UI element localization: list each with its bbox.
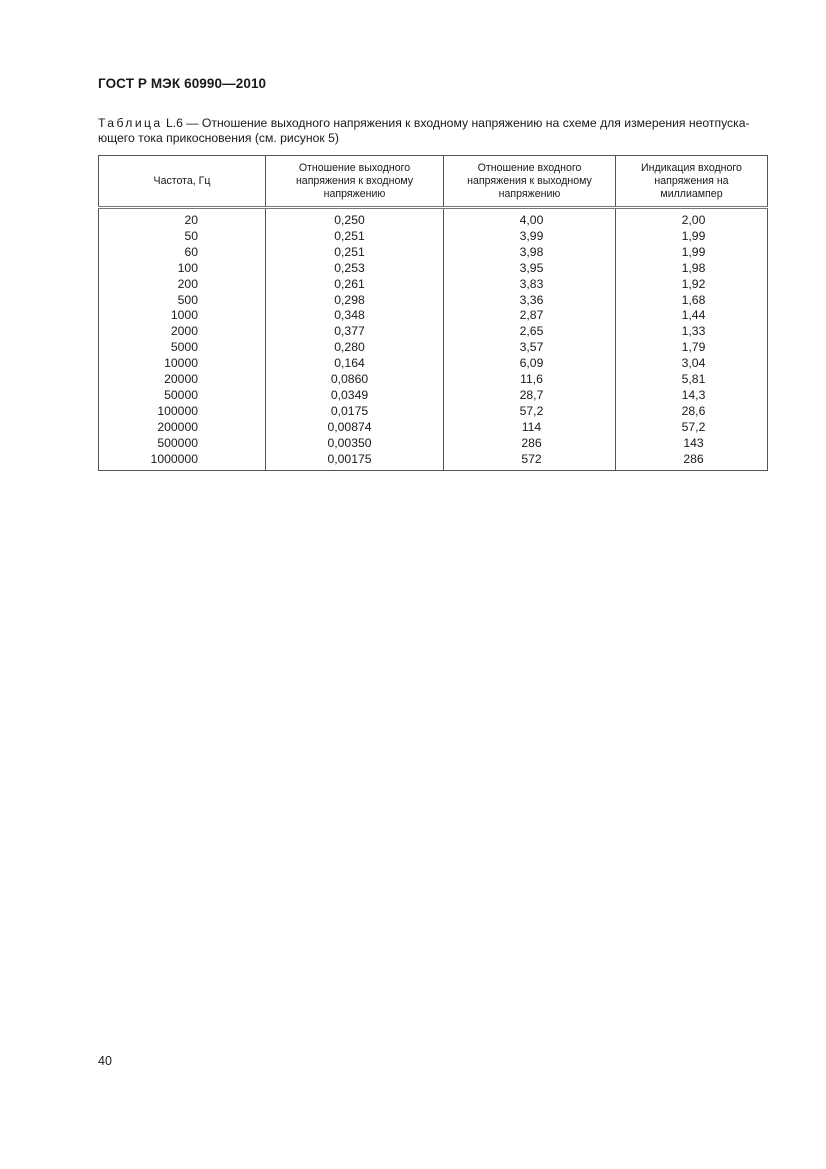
cell-frequency: 5000 bbox=[99, 340, 266, 356]
column-header-input-output-ratio: Отношение входного напряжения к выходному напряжению bbox=[444, 156, 616, 208]
cell-output-input-ratio: 0,280 bbox=[266, 340, 444, 356]
cell-input-indication: 14,3 bbox=[616, 388, 768, 404]
table-row bbox=[99, 404, 768, 420]
cell-input-output-ratio: 3,57 bbox=[444, 340, 616, 356]
cell-input-indication: 1,98 bbox=[616, 261, 768, 277]
cell-input-output-ratio: 11,6 bbox=[444, 372, 616, 388]
cell-frequency: 2000 bbox=[99, 324, 266, 340]
cell-frequency: 500000 bbox=[99, 436, 266, 452]
table-row bbox=[99, 229, 768, 245]
cell-input-indication: 1,99 bbox=[616, 245, 768, 261]
ratio-table bbox=[98, 155, 768, 471]
cell-input-output-ratio: 2,87 bbox=[444, 308, 616, 324]
cell-input-indication: 1,44 bbox=[616, 308, 768, 324]
cell-input-indication: 28,6 bbox=[616, 404, 768, 420]
cell-input-output-ratio: 114 bbox=[444, 420, 616, 436]
cell-input-indication: 286 bbox=[616, 452, 768, 470]
cell-output-input-ratio: 0,298 bbox=[266, 293, 444, 309]
column-header-frequency: Частота, Гц bbox=[99, 156, 266, 208]
cell-frequency: 100000 bbox=[99, 404, 266, 420]
document-header: ГОСТ Р МЭК 60990—2010 bbox=[98, 76, 267, 91]
cell-input-output-ratio: 572 bbox=[444, 452, 616, 470]
cell-frequency: 200000 bbox=[99, 420, 266, 436]
cell-frequency: 10000 bbox=[99, 356, 266, 372]
cell-input-indication: 1,99 bbox=[616, 229, 768, 245]
cell-input-output-ratio: 3,99 bbox=[444, 229, 616, 245]
cell-frequency: 20000 bbox=[99, 372, 266, 388]
table-row bbox=[99, 452, 768, 470]
cell-input-output-ratio: 3,98 bbox=[444, 245, 616, 261]
cell-frequency: 20 bbox=[99, 208, 266, 229]
cell-output-input-ratio: 0,0349 bbox=[266, 388, 444, 404]
table-row bbox=[99, 293, 768, 309]
table-row bbox=[99, 261, 768, 277]
cell-output-input-ratio: 0,251 bbox=[266, 245, 444, 261]
cell-frequency: 50000 bbox=[99, 388, 266, 404]
table-row bbox=[99, 340, 768, 356]
table-row bbox=[99, 245, 768, 261]
cell-output-input-ratio: 0,00350 bbox=[266, 436, 444, 452]
cell-frequency: 100 bbox=[99, 261, 266, 277]
cell-input-indication: 1,68 bbox=[616, 293, 768, 309]
cell-input-output-ratio: 2,65 bbox=[444, 324, 616, 340]
cell-frequency: 1000 bbox=[99, 308, 266, 324]
cell-frequency: 50 bbox=[99, 229, 266, 245]
cell-input-output-ratio: 4,00 bbox=[444, 208, 616, 229]
table-row bbox=[99, 436, 768, 452]
cell-input-indication: 3,04 bbox=[616, 356, 768, 372]
cell-output-input-ratio: 0,261 bbox=[266, 277, 444, 293]
cell-output-input-ratio: 0,377 bbox=[266, 324, 444, 340]
cell-input-indication: 1,79 bbox=[616, 340, 768, 356]
table-row bbox=[99, 308, 768, 324]
table-row bbox=[99, 208, 768, 229]
cell-input-indication: 2,00 bbox=[616, 208, 768, 229]
cell-input-output-ratio: 6,09 bbox=[444, 356, 616, 372]
cell-frequency: 60 bbox=[99, 245, 266, 261]
cell-output-input-ratio: 0,164 bbox=[266, 356, 444, 372]
cell-output-input-ratio: 0,00874 bbox=[266, 420, 444, 436]
cell-input-output-ratio: 3,95 bbox=[444, 261, 616, 277]
table-caption-label: Таблица bbox=[98, 116, 163, 130]
cell-input-output-ratio: 3,83 bbox=[444, 277, 616, 293]
cell-output-input-ratio: 0,253 bbox=[266, 261, 444, 277]
table-caption-text: L.6 — Отношение выходного напряжения к входному напряжению на схеме для измерения неотпуска-ющего тока прикосновения (см. рисунок 5) bbox=[98, 116, 750, 145]
cell-output-input-ratio: 0,0860 bbox=[266, 372, 444, 388]
cell-input-indication: 57,2 bbox=[616, 420, 768, 436]
table-row bbox=[99, 277, 768, 293]
table-row bbox=[99, 356, 768, 372]
cell-input-output-ratio: 57,2 bbox=[444, 404, 616, 420]
cell-frequency: 500 bbox=[99, 293, 266, 309]
table-row bbox=[99, 372, 768, 388]
cell-input-output-ratio: 286 bbox=[444, 436, 616, 452]
cell-output-input-ratio: 0,0175 bbox=[266, 404, 444, 420]
cell-output-input-ratio: 0,251 bbox=[266, 229, 444, 245]
table-body bbox=[99, 208, 768, 471]
cell-input-indication: 143 bbox=[616, 436, 768, 452]
table-row bbox=[99, 420, 768, 436]
cell-input-output-ratio: 3,36 bbox=[444, 293, 616, 309]
cell-input-indication: 1,33 bbox=[616, 324, 768, 340]
cell-input-indication: 5,81 bbox=[616, 372, 768, 388]
cell-output-input-ratio: 0,250 bbox=[266, 208, 444, 229]
column-header-input-indication: Индикация входного напряжения на миллиампер bbox=[616, 156, 768, 208]
cell-input-indication: 1,92 bbox=[616, 277, 768, 293]
cell-input-output-ratio: 28,7 bbox=[444, 388, 616, 404]
column-header-output-input-ratio: Отношение выходного напряжения к входному напряжению bbox=[266, 156, 444, 208]
table-caption bbox=[98, 116, 770, 146]
cell-frequency: 200 bbox=[99, 277, 266, 293]
table-header-row bbox=[99, 156, 768, 208]
page-number: 40 bbox=[98, 1054, 112, 1068]
cell-frequency: 1000000 bbox=[99, 452, 266, 470]
cell-output-input-ratio: 0,348 bbox=[266, 308, 444, 324]
cell-output-input-ratio: 0,00175 bbox=[266, 452, 444, 470]
table-row bbox=[99, 324, 768, 340]
table-row bbox=[99, 388, 768, 404]
